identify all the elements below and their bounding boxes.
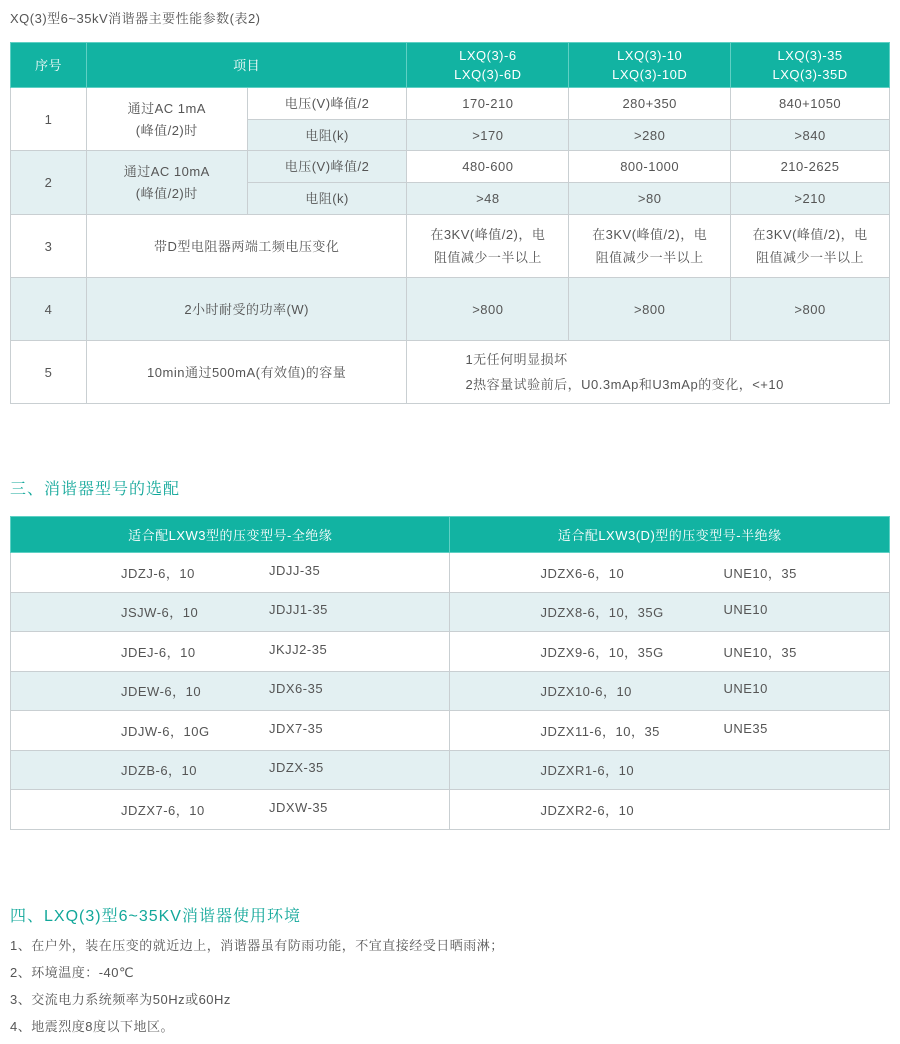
- model-name: JDZX8-6，10，35G: [540, 605, 664, 621]
- model-pair: [540, 602, 889, 621]
- model-name: JDEW-6，10: [121, 684, 202, 700]
- row3-v2-line1: 在3KV(峰值/2)，电: [592, 227, 708, 242]
- row2-seq: 2: [11, 151, 87, 215]
- header-col3-line1: LXQ(3)-35: [777, 48, 843, 63]
- selection-cell-full-insulation: [11, 632, 450, 672]
- row1-sub2-v1: >170: [407, 120, 569, 151]
- model-name: UNE10，35: [723, 565, 797, 581]
- selection-cell-half-insulation: [450, 790, 890, 830]
- row5-note-line2: 2热容量试验前后，U0.3mAp和U3mAp的变化，<+10: [465, 377, 784, 392]
- row2-sub2-v3: >210: [731, 183, 890, 215]
- model-name: JDX6-35: [269, 681, 324, 697]
- row3-v3-line1: 在3KV(峰值/2)，电: [752, 227, 868, 242]
- selection-cell-full-insulation: [11, 711, 450, 751]
- row2-sub2-v2: >80: [569, 183, 731, 215]
- selection-header-left: 适合配LXW3型的压变型号-全绝缘: [11, 517, 450, 553]
- model-pair: [121, 681, 449, 700]
- model-name: JDZX10-6，10: [540, 684, 632, 700]
- model-pair: [121, 602, 449, 621]
- row3-v2: [569, 215, 731, 278]
- selection-cell-full-insulation: [11, 592, 450, 632]
- row3-v1-line1: 在3KV(峰值/2)，电: [430, 227, 546, 242]
- selection-cell-half-insulation: [450, 553, 890, 593]
- header-col1: [407, 43, 569, 88]
- model-pair: [121, 760, 449, 779]
- row5-item: 10min通过500mA(有效值)的容量: [86, 341, 407, 404]
- header-item: 项目: [86, 43, 407, 88]
- selection-cell-half-insulation: [450, 711, 890, 751]
- header-col1-line1: LXQ(3)-6: [459, 48, 517, 63]
- model-pair: [540, 563, 889, 582]
- header-col2-line2: LXQ(3)-10D: [612, 67, 688, 82]
- selection-cell-half-insulation: [450, 592, 890, 632]
- model-name: JKJJ2-35: [269, 641, 328, 657]
- row1-condition-line1: 通过AC 1mA: [127, 100, 206, 116]
- model-pair: [540, 760, 889, 779]
- model-name: JDZX11-6，10，35: [540, 723, 660, 739]
- selection-row: [11, 750, 890, 790]
- model-pair: [540, 721, 889, 740]
- model-pair: [121, 800, 449, 819]
- section4-title: 四、LXQ(3)型6~35KV消谐器使用环境: [10, 908, 301, 925]
- model-name: JDZXR1-6，10: [540, 763, 635, 779]
- selection-cell-full-insulation: [11, 553, 450, 593]
- row2-sub1-v1: 480-600: [407, 151, 569, 183]
- header-seq: 序号: [11, 43, 87, 88]
- row3-v3: [731, 215, 890, 278]
- model-name: UNE35: [723, 720, 768, 736]
- selection-header-right: 适合配LXW3(D)型的压变型号-半绝缘: [450, 517, 890, 553]
- selection-cell-full-insulation: [11, 750, 450, 790]
- model-pair: [121, 642, 449, 661]
- row3-v2-line2: 阻值减少一半以上: [595, 250, 704, 265]
- row3-v1-line2: 阻值减少一半以上: [433, 250, 542, 265]
- selection-row: [11, 553, 890, 593]
- row5-note-line1: 1无任何明显损坏: [465, 352, 568, 367]
- header-col1-line2: LXQ(3)-6D: [454, 67, 522, 82]
- row1-sub1-v1: 170-210: [407, 88, 569, 120]
- model-pair: [540, 642, 889, 661]
- selection-row: [11, 790, 890, 830]
- env-item-1: 1、在户外，装在压变的就近边上，消谐器虽有防雨功能，不宜直接经受日晒雨淋；: [10, 938, 504, 953]
- row3-item: 带D型电阻器两端工频电压变化: [86, 215, 407, 278]
- row4-item: 2小时耐受的功率(W): [86, 278, 407, 341]
- model-name: UNE10: [723, 602, 768, 618]
- model-name: JDX7-35: [269, 720, 324, 736]
- row3-v3-line2: 阻值减少一半以上: [756, 250, 865, 265]
- header-col3-line2: LXQ(3)-35D: [772, 67, 848, 82]
- model-name: JDZX-35: [269, 760, 324, 776]
- env-item-4: 4、地震烈度8度以下地区。: [10, 1019, 174, 1034]
- row2-sub2-v1: >48: [407, 183, 569, 215]
- selection-cell-half-insulation: [450, 671, 890, 711]
- row4-v1: >800: [407, 278, 569, 341]
- row4-v2: >800: [569, 278, 731, 341]
- row2-sub2-label: 电阻(k): [247, 183, 407, 215]
- model-name: JDJJ-35: [269, 562, 321, 578]
- row2-condition-line2: (峰值/2)时: [135, 186, 198, 201]
- row3-seq: 3: [11, 215, 87, 278]
- env-item-2: 2、环境温度：-40℃: [10, 965, 135, 980]
- row1-condition: [86, 88, 247, 151]
- row3-v1: [407, 215, 569, 278]
- model-name: JDEJ-6，10: [121, 644, 196, 660]
- selection-row: [11, 592, 890, 632]
- model-pair: [540, 800, 889, 819]
- selection-row: [11, 632, 890, 672]
- model-name: JDZX9-6，10，35G: [540, 644, 664, 660]
- row2-sub1-v3: 210-2625: [731, 151, 890, 183]
- model-pair: [121, 721, 449, 740]
- row2-sub1-label: 电压(V)峰值/2: [247, 151, 407, 183]
- row1-seq: 1: [11, 88, 87, 151]
- row4-v3: >800: [731, 278, 890, 341]
- model-name: JDJW-6，10G: [121, 723, 210, 739]
- model-name: JDZX7-6，10: [121, 802, 205, 818]
- model-name: JDZJ-6，10: [121, 565, 195, 581]
- row1-sub1-v3: 840+1050: [731, 88, 890, 120]
- model-name: JDZB-6，10: [121, 763, 198, 779]
- model-name: JDJJ1-35: [269, 602, 328, 618]
- section3-title: 三、消谐器型号的选配: [10, 481, 181, 498]
- selection-cell-full-insulation: [11, 671, 450, 711]
- header-col3: [731, 43, 890, 88]
- model-selection-table: [10, 516, 890, 830]
- selection-row: [11, 711, 890, 751]
- row1-sub1-v2: 280+350: [569, 88, 731, 120]
- model-name: JSJW-6，10: [121, 605, 199, 621]
- row1-sub2-v2: >280: [569, 120, 731, 151]
- header-col2: [569, 43, 731, 88]
- model-name: JDZX6-6，10: [540, 565, 625, 581]
- row1-sub2-label: 电阻(k): [247, 120, 407, 151]
- row2-condition-line1: 通过AC 10mA: [123, 164, 210, 179]
- model-pair: [121, 563, 449, 582]
- row5-seq: 5: [11, 341, 87, 404]
- selection-cell-half-insulation: [450, 632, 890, 672]
- header-col2-line1: LXQ(3)-10: [617, 48, 683, 63]
- row1-sub1-label: 电压(V)峰值/2: [247, 88, 407, 120]
- selection-cell-half-insulation: [450, 750, 890, 790]
- model-name: UNE10，35: [723, 644, 797, 660]
- row1-sub2-v3: >840: [731, 120, 890, 151]
- model-name: JDZXR2-6，10: [540, 802, 635, 818]
- selection-row: [11, 671, 890, 711]
- row5-note: [407, 341, 890, 404]
- model-name: UNE10: [723, 681, 768, 697]
- model-pair: [540, 681, 889, 700]
- row2-condition: [86, 151, 247, 215]
- table1-caption: XQ(3)型6~35kV消谐器主要性能参数(表2): [10, 11, 261, 26]
- row2-sub1-v2: 800-1000: [569, 151, 731, 183]
- performance-table: [10, 42, 890, 404]
- row1-condition-line2: (峰值/2)时: [135, 122, 198, 138]
- env-item-3: 3、交流电力系统频率为50Hz或60Hz: [10, 992, 231, 1007]
- selection-cell-full-insulation: [11, 790, 450, 830]
- model-name: JDXW-35: [269, 799, 328, 815]
- row4-seq: 4: [11, 278, 87, 341]
